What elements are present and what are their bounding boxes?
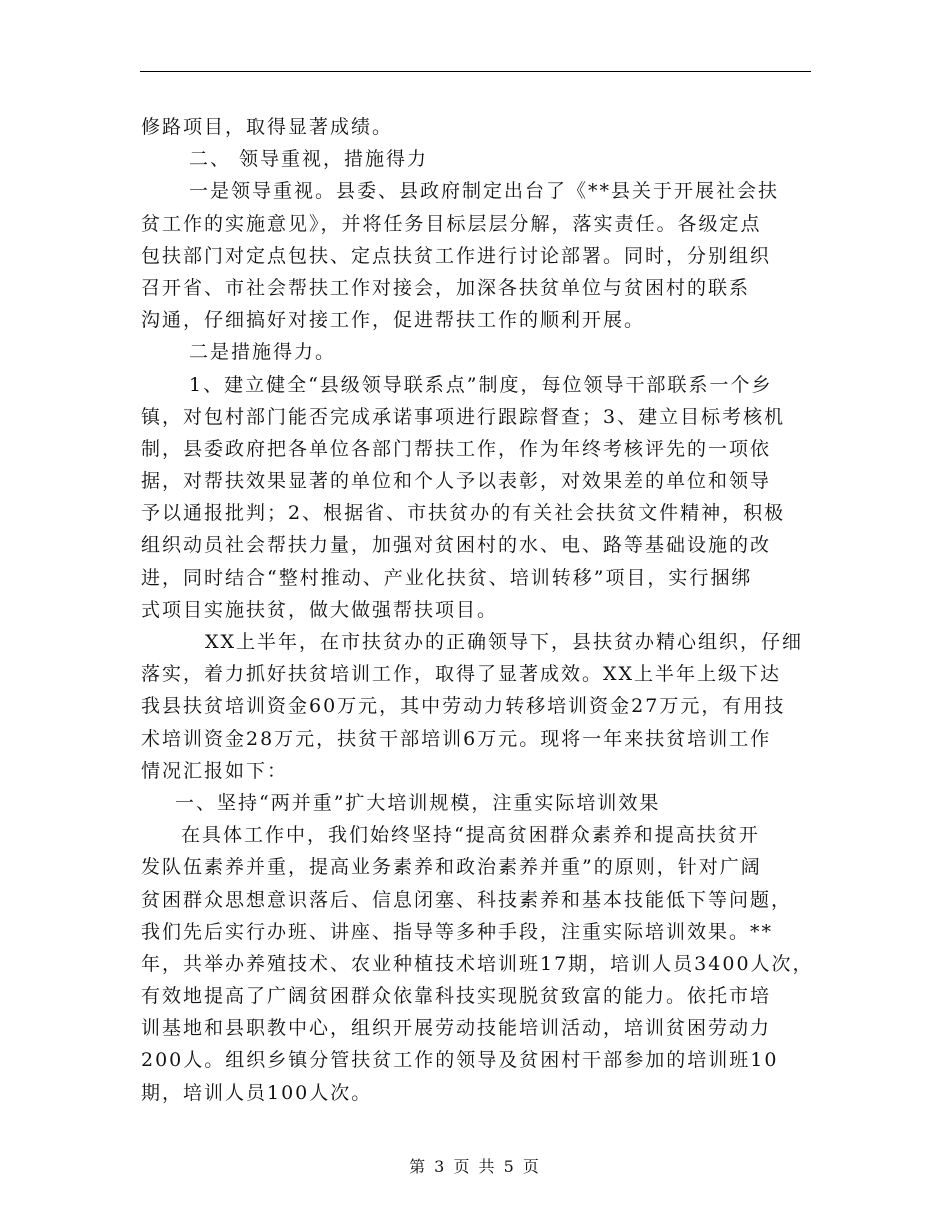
text-line: 训基地和县职教中心，组织开展劳动技能培训活动，培训贫困劳动力 [141, 1017, 772, 1040]
text-line: 修路项目，取得显著成绩。 [141, 116, 394, 138]
text-line: 贫困群众思想意识落后、信息闭塞、科技素养和基本技能低下等问题， [141, 888, 793, 911]
text-line: 召开省、市社会帮扶工作对接会，加深各扶贫单位与贫困村的联系 [141, 276, 751, 299]
text-line: 发队伍素养并重，提高业务素养和政治素养并重”的原则，针对广阔 [141, 856, 762, 879]
text-line: 制，县委政府把各单位各部门帮扶工作，作为年终考核评先的一项依 [141, 437, 772, 460]
text-line: 一、坚持“两并重”扩大培训规模，注重实际培训效果 [175, 791, 661, 814]
text-line: 一是领导重视。县委、县政府制定出台了《**县关于开展社会扶 [189, 180, 780, 203]
text-line: 1、建立健全“县级领导联系点”制度，每位领导干部联系一个乡 [189, 373, 773, 396]
page-number-footer: 第 3 页 共 5 页 [409, 1157, 541, 1176]
text-line: 情况汇报如下： [141, 759, 289, 782]
text-line: 我们先后实行办班、讲座、指导等多种手段，注重实际培训效果。** [141, 920, 774, 943]
text-line: XX上半年，在市扶贫办的正确领导下，县扶贫办精心组织，仔细 [205, 631, 804, 653]
text-line: 予以通报批判；2、根据省、市扶贫办的有关社会扶贫文件精神，积极 [141, 502, 786, 525]
text-line: 沟通，仔细搞好对接工作，促进帮扶工作的顺利开展。 [141, 309, 646, 332]
text-line: 期，培训人员100人次。 [141, 1081, 373, 1104]
text-line: 组织动员社会帮扶力量，加强对贫困村的水、电、路等基础设施的改 [141, 534, 772, 557]
text-line: 200人。组织乡镇分管扶贫工作的领导及贫困村干部参加的培训班10 [141, 1049, 779, 1072]
text-line: 据，对帮扶效果显著的单位和个人予以表彰，对效果差的单位和领导 [141, 470, 772, 493]
text-line: 我县扶贫培训资金60万元，其中劳动力转移培训资金27万元，有用技 [141, 695, 786, 718]
text-line: 进，同时结合“整村推动、产业化扶贫、培训转移”项目，实行捆绑 [141, 566, 753, 589]
text-line: 贫工作的实施意见》，并将任务目标层层分解，落实责任。各级定点 [141, 212, 762, 235]
text-line: 二、 领导重视，措施得力 [189, 148, 429, 171]
text-line: 包扶部门对定点包扶、定点扶贫工作进行讨论部署。同时，分别组织 [141, 244, 772, 267]
text-line: 在具体工作中，我们始终坚持“提高贫困群众素养和提高扶贫开 [181, 824, 760, 847]
header-rule [140, 71, 811, 72]
text-line: 术培训资金28万元，扶贫干部培训6万元。现将一年来扶贫培训工作 [141, 727, 772, 750]
text-line: 年，共举办养殖技术、农业种植技术培训班17期，培训人员3400人次， [141, 952, 814, 975]
text-line: 二是措施得力。 [189, 341, 337, 364]
document-body [141, 111, 821, 1109]
text-line: 有效地提高了广阔贫困群众依靠科技实现脱贫致富的能力。依托市培 [141, 985, 772, 1008]
text-line: 式项目实施扶贫，做大做强帮扶项目。 [141, 598, 499, 621]
text-line: 落实，着力抓好扶贫培训工作，取得了显著成效。XX上半年上级下达 [141, 663, 782, 686]
text-line: 镇，对包村部门能否完成承诺事项进行跟踪督查；3、建立目标考核机 [141, 405, 786, 428]
